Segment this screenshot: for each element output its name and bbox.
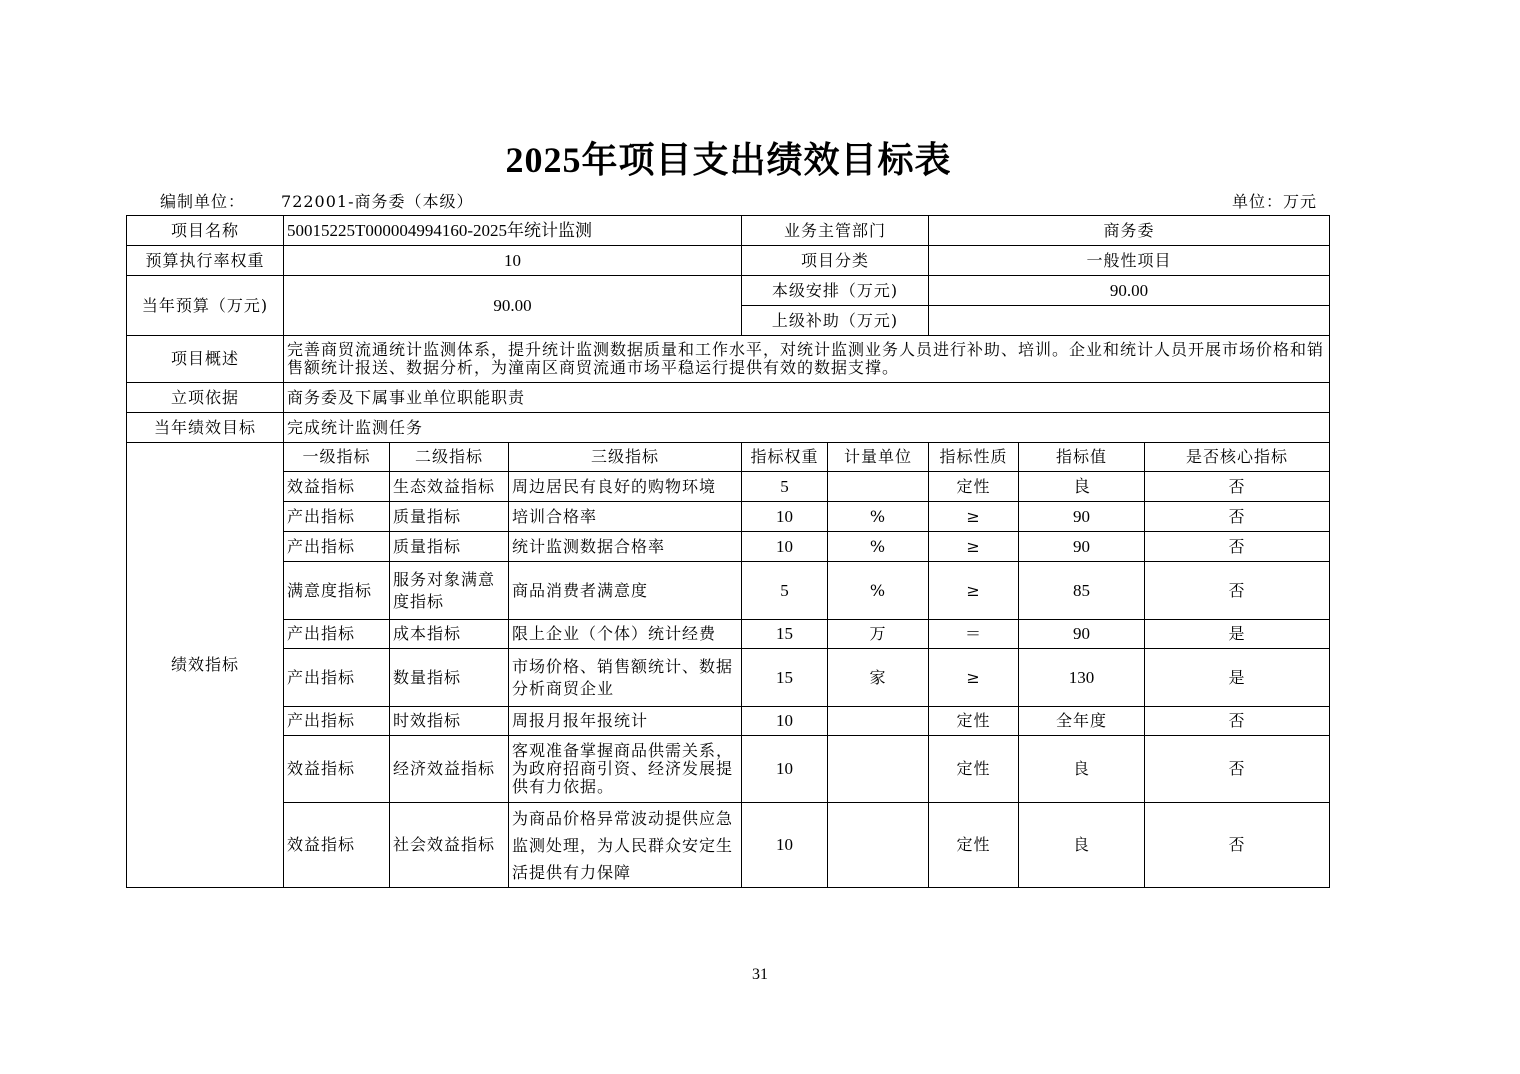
level3-cell: 为商品价格异常波动提供应急监测处理，为人民群众安定生活提供有力保障 [509,803,742,888]
row-basis [127,383,1330,413]
weight-cell: 10 [742,707,828,736]
level2-cell: 时效指标 [390,707,509,736]
row-overview [127,336,1330,383]
core-cell: 否 [1145,707,1330,736]
upper-label: 上级补助（万元) [742,306,929,336]
level3-cell: 市场价格、销售额统计、数据分析商贸企业 [509,649,742,707]
dept-value: 商务委 [929,216,1330,246]
core-cell: 否 [1145,502,1330,532]
value-cell: 85 [1019,562,1145,620]
nature-cell: ≥ [929,649,1019,707]
header-cell: 计量单位 [828,443,929,472]
org-label: 编制单位： [160,192,246,211]
weight-cell: 10 [742,532,828,562]
level3-cell: 统计监测数据合格率 [509,532,742,562]
unit-cell [828,707,929,736]
indicator-row [127,803,1330,888]
header-cell: 一级指标 [284,443,390,472]
level1-cell: 产出指标 [284,502,390,532]
weight-cell: 10 [742,736,828,803]
row-weight [127,246,1330,276]
row-goal [127,413,1330,443]
upper-value [929,306,1330,336]
basis-text: 商务委及下属事业单位职能职责 [284,383,1330,413]
indicators-section-label: 绩效指标 [127,443,284,888]
level1-cell: 产出指标 [284,707,390,736]
goal-label: 当年绩效目标 [127,413,284,443]
level3-cell: 限上企业（个体）统计经费 [509,620,742,649]
org-line [160,189,474,212]
row-project-name [127,216,1330,246]
page-number: 31 [752,966,768,983]
level3-cell: 培训合格率 [509,502,742,532]
level2-cell: 质量指标 [390,532,509,562]
value-cell: 90 [1019,502,1145,532]
level1-cell: 产出指标 [284,649,390,707]
core-cell: 是 [1145,620,1330,649]
core-cell: 否 [1145,803,1330,888]
value-cell: 90 [1019,620,1145,649]
level1-cell: 产出指标 [284,620,390,649]
core-cell: 否 [1145,562,1330,620]
weight-cell: 15 [742,620,828,649]
value-cell: 良 [1019,472,1145,502]
weight-cell: 5 [742,472,828,502]
unit-cell [828,803,929,888]
unit-cell: % [828,562,929,620]
level2-cell: 成本指标 [390,620,509,649]
nature-cell: 定性 [929,803,1019,888]
row-budget [127,276,1330,306]
goal-text: 完成统计监测任务 [284,413,1330,443]
level2-cell: 质量指标 [390,502,509,532]
value-cell: 良 [1019,803,1145,888]
level1-cell: 效益指标 [284,803,390,888]
performance-table [126,215,1330,888]
indicator-row [127,472,1330,502]
level1-cell: 产出指标 [284,532,390,562]
weight-label: 预算执行率权重 [127,246,284,276]
overview-text: 完善商贸流通统计监测体系，提升统计监测数据质量和工作水平，对统计监测业务人员进行补助、培训。企业和统计人员开展市场价格和销售额统计报送、数据分析，为潼南区商贸流通市场平稳运行提供有效的数据支撑。 [284,336,1330,383]
unit-cell: 家 [828,649,929,707]
indicator-row [127,502,1330,532]
value-cell: 全年度 [1019,707,1145,736]
core-cell: 是 [1145,649,1330,707]
nature-cell: 定性 [929,736,1019,803]
level2-cell: 数量指标 [390,649,509,707]
project-name: 50015225T000004994160-2025年统计监测 [284,216,742,246]
category-value: 一般性项目 [929,246,1330,276]
indicator-row [127,649,1330,707]
weight-cell: 5 [742,562,828,620]
nature-cell: 定性 [929,707,1019,736]
weight-cell: 15 [742,649,828,707]
indicator-header-row [127,443,1330,472]
header-cell: 指标值 [1019,443,1145,472]
unit-cell [828,472,929,502]
weight-value: 10 [284,246,742,276]
header-cell: 是否核心指标 [1145,443,1330,472]
level2-cell: 经济效益指标 [390,736,509,803]
header-cell: 三级指标 [509,443,742,472]
level2-cell: 社会效益指标 [390,803,509,888]
nature-cell: ≥ [929,562,1019,620]
local-label: 本级安排（万元) [742,276,929,306]
overview-label: 项目概述 [127,336,284,383]
level2-cell: 服务对象满意度指标 [390,562,509,620]
level3-cell: 商品消费者满意度 [509,562,742,620]
value-cell: 良 [1019,736,1145,803]
header-cell: 指标权重 [742,443,828,472]
unit-cell: % [828,502,929,532]
header-cell: 二级指标 [390,443,509,472]
budget-label: 当年预算（万元) [127,276,284,336]
level3-cell: 客观准备掌握商品供需关系，为政府招商引资、经济发展提供有力依据。 [509,736,742,803]
local-value: 90.00 [929,276,1330,306]
budget-value: 90.00 [284,276,742,336]
page-title: 2025年项目支出绩效目标表 [505,140,952,180]
weight-cell: 10 [742,502,828,532]
nature-cell: ≥ [929,532,1019,562]
basis-label: 立项依据 [127,383,284,413]
level3-cell: 周边居民有良好的购物环境 [509,472,742,502]
value-cell: 130 [1019,649,1145,707]
level1-cell: 效益指标 [284,736,390,803]
nature-cell: ＝ [929,620,1019,649]
indicator-row [127,532,1330,562]
core-cell: 否 [1145,736,1330,803]
level2-cell: 生态效益指标 [390,472,509,502]
unit-cell [828,736,929,803]
dept-label: 业务主管部门 [742,216,929,246]
core-cell: 否 [1145,472,1330,502]
level3-cell: 周报月报年报统计 [509,707,742,736]
category-label: 项目分类 [742,246,929,276]
indicator-row [127,620,1330,649]
weight-cell: 10 [742,803,828,888]
unit-cell: 万 [828,620,929,649]
level1-cell: 满意度指标 [284,562,390,620]
level1-cell: 效益指标 [284,472,390,502]
header-cell: 指标性质 [929,443,1019,472]
indicator-row [127,736,1330,803]
unit-cell: % [828,532,929,562]
core-cell: 否 [1145,532,1330,562]
indicator-row [127,562,1330,620]
project-name-label: 项目名称 [127,216,284,246]
value-cell: 90 [1019,532,1145,562]
nature-cell: ≥ [929,502,1019,532]
org-value: 722001-商务委（本级） [281,192,474,211]
unit-label: 单位：万元 [1232,192,1318,211]
nature-cell: 定性 [929,472,1019,502]
indicator-row [127,707,1330,736]
